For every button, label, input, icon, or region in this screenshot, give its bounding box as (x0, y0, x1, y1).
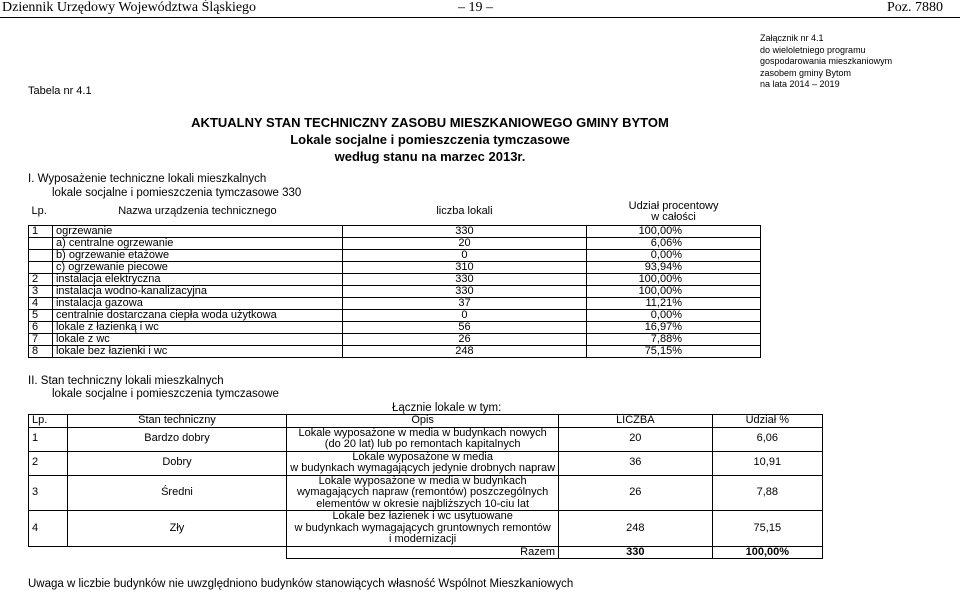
row-state: Zły (67, 511, 287, 547)
row-share: 6,06% (587, 237, 761, 249)
row-count: 0 (342, 249, 586, 261)
row-lp: 2 (29, 273, 53, 285)
row-desc-line: Lokale wyposażone w media w budynkach nowych (298, 426, 547, 439)
row-name: lokale bez łazienki i wc (52, 345, 342, 357)
table-row (29, 261, 761, 273)
header-lp: Lp. (29, 415, 68, 428)
row-lp: 8 (29, 345, 53, 357)
row-state: Bardzo dobry (67, 427, 287, 451)
header-desc: Opis (287, 415, 559, 428)
row-state: Średni (67, 475, 287, 511)
row-share: 7,88% (587, 333, 761, 345)
header-state: Stan techniczny (67, 415, 287, 428)
table-row (29, 475, 823, 511)
annex-line: Załącznik nr 4.1 (760, 33, 824, 43)
row-count: 0 (342, 309, 586, 321)
header-name: Nazwa urządzenia technicznego (118, 205, 277, 218)
row-desc-line: w budynkach wymagających jedynie drobnych napraw (290, 462, 556, 474)
table-row (29, 249, 761, 261)
row-lp (29, 261, 53, 273)
row-name: centralnie dostarczana ciepła woda użytkowa (52, 309, 342, 321)
row-name: ogrzewanie (52, 225, 342, 237)
row-desc (287, 427, 559, 451)
header-count: liczba lokali (436, 205, 493, 218)
header-share: Udział % (712, 415, 822, 428)
row-count: 248 (342, 345, 586, 357)
row-lp (29, 249, 53, 261)
section2-subtitle: lokale socjalne i pomieszczenia tymczasowe (52, 388, 279, 400)
header-share-line2: w całości (651, 210, 696, 223)
row-lp: 4 (29, 297, 53, 309)
row-desc-line: (do 20 lat) lub po remontach kapitalnych (324, 438, 521, 450)
table-row (29, 309, 761, 321)
row-desc-line: i modernizacji (389, 533, 457, 545)
row-share: 100,00% (587, 225, 761, 237)
row-share: 100,00% (587, 285, 761, 297)
row-lp: 6 (29, 321, 53, 333)
table-row (29, 225, 761, 237)
row-count: 330 (342, 285, 586, 297)
row-lp: 3 (29, 475, 68, 511)
section2-total-label: Łącznie lokale w tym: (392, 402, 502, 414)
row-desc-line: w budynkach wymagających gruntownych remontów (294, 521, 551, 534)
sum-share: 100,00% (712, 546, 822, 559)
document-date: według stanu na marzec 2013r. (334, 149, 526, 164)
row-lp: 4 (29, 511, 68, 547)
row-desc (287, 511, 559, 547)
journal-title: Dziennik Urzędowy Województwa Śląskiego (2, 0, 257, 15)
row-name: instalacja elektryczna (52, 273, 342, 285)
table-header-row (29, 199, 761, 225)
table-row (29, 511, 823, 547)
row-state: Dobry (67, 451, 287, 475)
row-lp: 1 (29, 225, 53, 237)
row-desc-line: Lokale wyposażone w media w budynkach (318, 474, 527, 487)
row-name: c) ogrzewanie piecowe (52, 261, 342, 273)
row-count: 36 (559, 451, 713, 475)
row-name: instalacja gazowa (52, 297, 342, 309)
row-lp (29, 237, 53, 249)
table-row (29, 451, 823, 475)
row-count: 248 (559, 511, 713, 547)
table-row (29, 273, 761, 285)
table-row (29, 427, 823, 451)
row-desc-line: wymagających napraw (remontów) poszczególnych (296, 486, 549, 498)
row-desc-line: Lokale bez łazienek i wc usytuowane (332, 510, 513, 522)
row-name: lokale z wc (52, 333, 342, 345)
row-lp: 3 (29, 285, 53, 297)
row-share: 7,88 (712, 475, 822, 511)
position-number: Poz. 7880 (887, 0, 943, 15)
header-rule (0, 17, 960, 18)
document-title: AKTUALNY STAN TECHNICZNY ZASOBU MIESZKANIOWEGO GMINY BYTOM (191, 115, 669, 130)
table-row (29, 237, 761, 249)
header-share-line1: Udział procentowy (628, 199, 719, 212)
row-share: 75,15 (712, 511, 822, 547)
row-lp: 5 (29, 309, 53, 321)
row-name: instalacja wodno-kanalizacyjna (52, 285, 342, 297)
table-row (29, 297, 761, 309)
table-row (29, 285, 761, 297)
annex-line: gospodarowania mieszkaniowym (760, 56, 893, 66)
equipment-table (28, 199, 761, 358)
row-desc (287, 475, 559, 511)
row-desc-line: elementów w okresie najbliższych 10-ciu lat (316, 497, 530, 510)
row-name: lokale z łazienką i wc (52, 321, 342, 333)
row-count: 20 (559, 427, 713, 451)
row-desc-line: Lokale wyposażone w media (352, 450, 493, 463)
row-lp: 7 (29, 333, 53, 345)
table-row (29, 345, 761, 357)
row-name: a) centralne ogrzewanie (52, 237, 342, 249)
row-lp: 2 (29, 451, 68, 475)
header-count: LICZBA (559, 415, 713, 428)
section1-subtitle: lokale socjalne i pomieszczenia tymczasowe 330 (52, 187, 302, 199)
row-share: 0,00% (587, 309, 761, 321)
annex-line: zasobem gminy Bytom (760, 67, 852, 78)
row-count: 26 (342, 333, 586, 345)
row-count: 37 (342, 297, 586, 309)
row-count: 26 (559, 475, 713, 511)
annex-line: do wieloletniego programu (760, 44, 866, 55)
row-count: 330 (342, 225, 586, 237)
row-share: 93,94% (587, 261, 761, 273)
section1-title: I. Wyposażenie techniczne lokali mieszkalnych (28, 173, 267, 185)
sum-label: Razem (287, 546, 559, 559)
header-share (587, 199, 761, 225)
header-lp: Lp. (31, 205, 47, 218)
row-share: 0,00% (587, 249, 761, 261)
sum-count: 330 (559, 546, 713, 559)
table-label: Tabela nr 4.1 (28, 85, 92, 97)
row-count: 330 (342, 273, 586, 285)
section2-title: II. Stan techniczny lokali mieszkalnych (28, 375, 224, 387)
row-name: b) ogrzewanie etażowe (52, 249, 342, 261)
table-header-row (29, 415, 823, 428)
table-row (29, 333, 761, 345)
row-share: 6,06 (712, 427, 822, 451)
footnote: Uwaga w liczbie budynków nie uwzględniono budynków stanowiących własność Wspólnot Mieszkaniowych (28, 578, 574, 590)
row-share: 100,00% (587, 273, 761, 285)
annex-line: na lata 2014 – 2019 (760, 79, 840, 89)
technical-state-table (28, 414, 823, 559)
document-subtitle: Lokale socjalne i pomieszczenia tymczasowe (290, 132, 570, 147)
row-share: 11,21% (587, 297, 761, 309)
sum-row (29, 546, 823, 559)
row-count: 310 (342, 261, 586, 273)
row-desc (287, 451, 559, 475)
table-row (29, 321, 761, 333)
row-lp: 1 (29, 427, 68, 451)
page-number: – 19 – (458, 0, 493, 15)
row-share: 10,91 (712, 451, 822, 475)
row-count: 20 (342, 237, 586, 249)
row-share: 16,97% (587, 321, 761, 333)
row-share: 75,15% (587, 345, 761, 357)
annex-note (760, 33, 892, 91)
row-count: 56 (342, 321, 586, 333)
